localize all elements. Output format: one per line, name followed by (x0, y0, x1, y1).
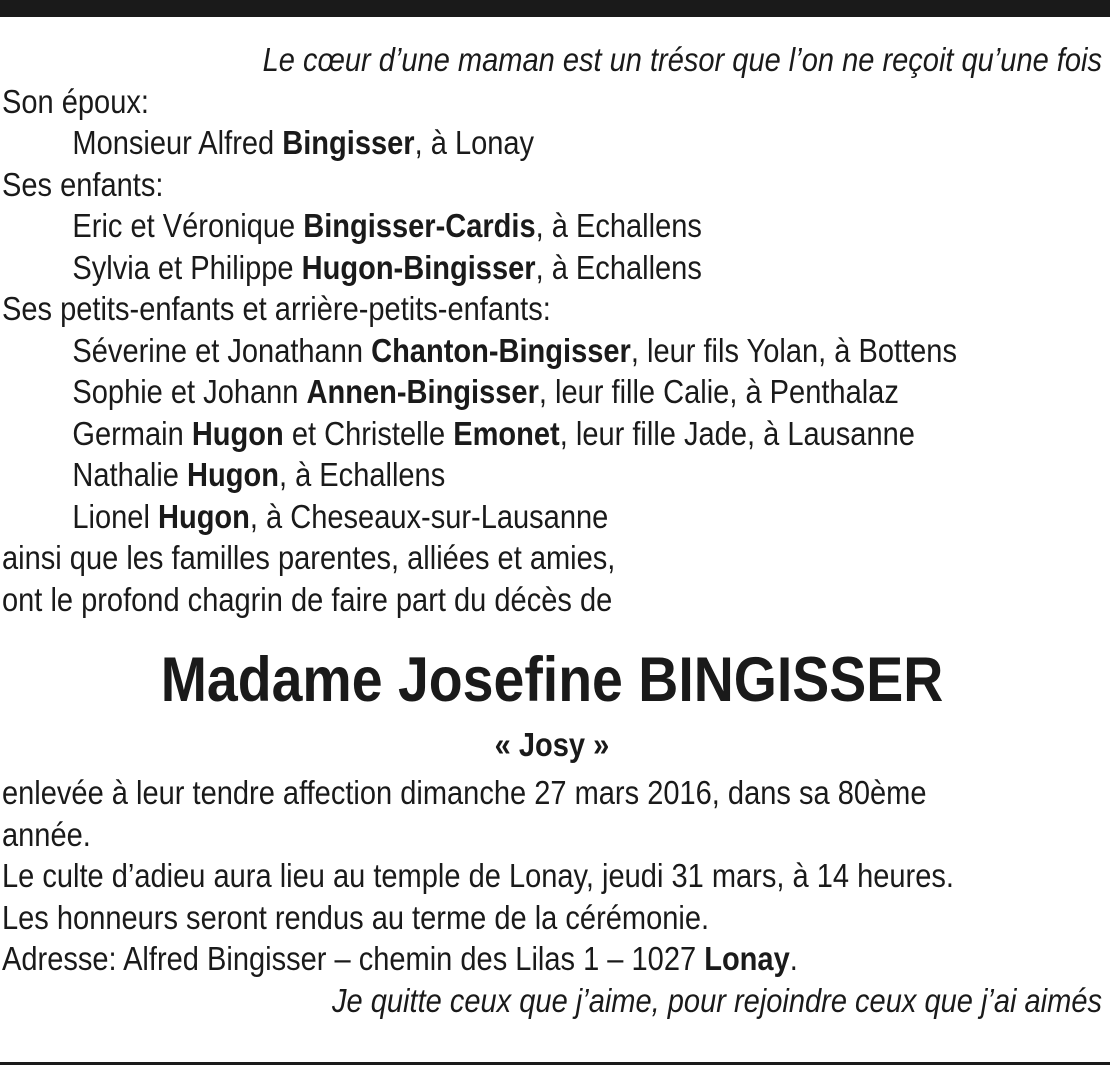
child-entry: Sylvia et Philippe Hugon-Bingisser, à Echallens (72, 248, 702, 286)
service-line: Le culte d’adieu aura lieu au temple de Lonay, jeudi 31 mars, à 14 heures. (2, 857, 954, 894)
honours-line: Les honneurs seront rendus au terme de la cérémonie. (2, 898, 710, 936)
death-line: enlevée à leur tendre affection dimanche 27 mars 2016, dans sa 80ème (2, 774, 927, 811)
grandchild-entry: Séverine et Jonathann Chanton-Bingisser, leur fils Yolan, à Bottens (72, 331, 957, 369)
obituary-notice (2, 39, 1102, 1021)
grandchildren-heading: Ses petits-enfants et arrière-petits-enfants: (2, 290, 551, 327)
children-heading: Ses enfants: (2, 165, 164, 203)
grandchild-entry: Sophie et Johann Annen-Bingisser, leur fille Calie, à Penthalaz (72, 373, 899, 410)
epigraph: Le cœur d’une maman est un trésor que l’on ne reçoit qu’une fois (262, 41, 1102, 78)
grandchild-entry: Lionel Hugon, à Cheseaux-sur-Lausanne (72, 497, 609, 535)
grandchild-entry: Germain Hugon et Christelle Emonet, leur fille Jade, à Lausanne (72, 414, 915, 452)
child-entry: Eric et Véronique Bingisser-Cardis, à Echallens (72, 207, 702, 244)
bottom-rule (0, 1062, 1110, 1065)
top-rule (0, 0, 1110, 17)
families-line: ainsi que les familles parentes, alliées et amies, (2, 539, 616, 576)
address-line: Adresse: Alfred Bingisser – chemin des Lilas 1 – 1027 Lonay. (2, 940, 798, 977)
death-line-continued: année. (2, 815, 91, 853)
nickname: « Josy » (494, 726, 610, 763)
grandchild-entry: Nathalie Hugon, à Echallens (72, 456, 446, 493)
announce-line: ont le profond chagrin de faire part du décès de (2, 580, 613, 618)
deceased-name: Madame Josefine BINGISSER (160, 645, 944, 715)
spouse-heading: Son époux: (2, 82, 149, 120)
spouse-entry: Monsieur Alfred Bingisser, à Lonay (72, 124, 535, 161)
closing-quote: Je quitte ceux que j’aime, pour rejoindre ceux que j’ai aimés (332, 981, 1102, 1019)
